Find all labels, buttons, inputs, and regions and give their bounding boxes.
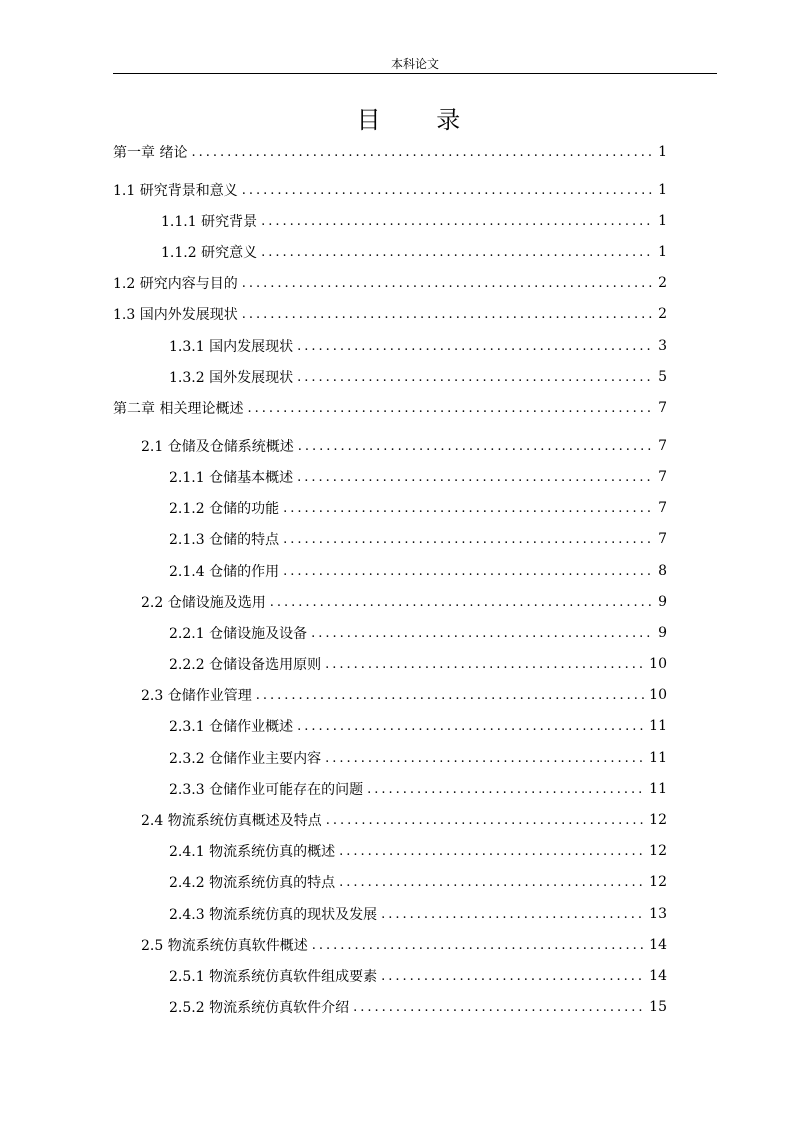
toc-leader-dots bbox=[191, 145, 653, 160]
toc-entry-page: 12 bbox=[649, 874, 667, 890]
toc-entry-label: 1.3 国内外发展现状 bbox=[113, 307, 238, 323]
toc-entry-page: 7 bbox=[658, 400, 667, 416]
toc-entry-page: 7 bbox=[658, 531, 667, 547]
toc-leader-dots bbox=[261, 245, 653, 260]
toc-entry-label: 2.5.2 物流系统仿真软件介绍 bbox=[169, 1000, 350, 1016]
toc-leader-dots bbox=[297, 370, 653, 385]
toc-entry-label: 2.2.1 仓储设施及设备 bbox=[169, 626, 308, 642]
toc-entry-page: 1 bbox=[658, 144, 667, 160]
toc-entry[interactable] bbox=[141, 588, 667, 616]
toc-leader-dots bbox=[339, 844, 645, 859]
toc-entry-page: 14 bbox=[649, 968, 667, 984]
toc-entry-page: 7 bbox=[658, 469, 667, 485]
toc-entry-label: 2.2.2 仓储设备选用原则 bbox=[169, 657, 322, 673]
toc-entry[interactable] bbox=[113, 176, 667, 204]
toc-entry-page: 2 bbox=[658, 275, 667, 291]
toc-entry-label: 2.1.2 仓储的功能 bbox=[169, 501, 280, 517]
toc-leader-dots bbox=[297, 470, 653, 485]
toc-entry-page: 7 bbox=[658, 500, 667, 516]
toc-entry[interactable] bbox=[169, 363, 667, 391]
toc-entry-label: 2.4.1 物流系统仿真的概述 bbox=[169, 844, 336, 860]
toc-entry-page: 2 bbox=[658, 306, 667, 322]
toc-entry-page: 9 bbox=[658, 625, 667, 641]
toc-entry[interactable] bbox=[113, 300, 667, 328]
toc-entry[interactable] bbox=[113, 394, 667, 422]
toc-entry[interactable] bbox=[169, 744, 667, 772]
toc-entry[interactable] bbox=[113, 269, 667, 297]
toc-leader-dots bbox=[242, 183, 653, 198]
toc-entry[interactable] bbox=[169, 332, 667, 360]
toc-entry[interactable] bbox=[169, 494, 667, 522]
toc-entry-page: 11 bbox=[649, 718, 667, 734]
toc-entry[interactable] bbox=[169, 837, 667, 865]
toc-entry-label: 2.4 物流系统仿真概述及特点 bbox=[141, 813, 322, 829]
toc-entry-label: 2.5 物流系统仿真软件概述 bbox=[141, 938, 308, 954]
toc-leader-dots bbox=[247, 401, 653, 416]
toc-entry-page: 12 bbox=[649, 843, 667, 859]
toc-entry-page: 11 bbox=[649, 750, 667, 766]
toc-entry-page: 1 bbox=[658, 213, 667, 229]
toc-entry[interactable] bbox=[141, 931, 667, 959]
toc-entry-page: 9 bbox=[658, 594, 667, 610]
toc-entry-label: 1.1.1 研究背景 bbox=[161, 214, 258, 230]
toc-entry-label: 2.3 仓储作业管理 bbox=[141, 688, 252, 704]
running-header: 本科论文 bbox=[390, 57, 439, 71]
toc-entry-page: 10 bbox=[649, 687, 667, 703]
toc-entry-page: 5 bbox=[658, 369, 667, 385]
toc-entry-label: 2.3.1 仓储作业概述 bbox=[169, 719, 294, 735]
toc-entry[interactable] bbox=[169, 962, 667, 990]
toc-leader-dots bbox=[339, 875, 645, 890]
toc-entry-label: 2.4.3 物流系统仿真的现状及发展 bbox=[169, 907, 378, 923]
toc-entry-page: 8 bbox=[658, 563, 667, 579]
toc-entry[interactable] bbox=[169, 993, 667, 1021]
toc-entry[interactable] bbox=[161, 207, 667, 235]
toc-entry-label: 2.1.3 仓储的特点 bbox=[169, 532, 280, 548]
toc-leader-dots bbox=[297, 339, 653, 354]
toc-leader-dots bbox=[283, 501, 653, 516]
toc-entry[interactable] bbox=[141, 806, 667, 834]
toc-entry[interactable] bbox=[169, 463, 667, 491]
toc-entry-label: 1.1 研究背景和意义 bbox=[113, 183, 238, 199]
toc-entry-page: 1 bbox=[658, 182, 667, 198]
toc-entry-label: 2.5.1 物流系统仿真软件组成要素 bbox=[169, 969, 378, 985]
toc-leader-dots bbox=[283, 532, 653, 547]
toc-entry-label: 第一章 绪论 bbox=[113, 145, 188, 161]
toc-leader-dots bbox=[298, 439, 653, 454]
toc-leader-dots bbox=[312, 938, 645, 953]
toc-entry-page: 13 bbox=[649, 906, 667, 922]
toc-entry-label: 2.1.1 仓储基本概述 bbox=[169, 470, 294, 486]
toc-leader-dots bbox=[283, 564, 653, 579]
toc-entry[interactable] bbox=[169, 650, 667, 678]
toc-leader-dots bbox=[381, 969, 645, 984]
toc-entry-label: 1.2 研究内容与目的 bbox=[113, 276, 238, 292]
toc-entry-label: 1.3.1 国内发展现状 bbox=[169, 339, 294, 355]
toc-entry-label: 2.3.3 仓储作业可能存在的问题 bbox=[169, 782, 364, 798]
toc-entry-page: 1 bbox=[658, 244, 667, 260]
toc-entry-label: 2.2 仓储设施及选用 bbox=[141, 595, 266, 611]
toc-entry[interactable] bbox=[169, 557, 667, 585]
toc-leader-dots bbox=[270, 595, 653, 610]
toc-entry[interactable] bbox=[169, 900, 667, 928]
toc-entry-label: 第二章 相关理论概述 bbox=[113, 401, 244, 417]
toc-entry-label: 1.1.2 研究意义 bbox=[161, 245, 258, 261]
toc-leader-dots bbox=[297, 719, 645, 734]
toc-entry-page: 11 bbox=[649, 781, 667, 797]
toc-entry-page: 7 bbox=[658, 438, 667, 454]
toc-entry[interactable] bbox=[169, 868, 667, 896]
toc-leader-dots bbox=[367, 782, 645, 797]
toc-entry[interactable] bbox=[161, 238, 667, 266]
toc-entry-page: 10 bbox=[649, 656, 667, 672]
toc-entry[interactable] bbox=[169, 525, 667, 553]
toc-leader-dots bbox=[242, 276, 653, 291]
toc-title: 目 录 bbox=[356, 106, 485, 134]
toc-leader-dots bbox=[261, 214, 653, 229]
toc-leader-dots bbox=[325, 657, 645, 672]
toc-entry-page: 3 bbox=[658, 338, 667, 354]
toc-entry-label: 2.1 仓储及仓储系统概述 bbox=[141, 439, 294, 455]
toc-entry[interactable] bbox=[169, 619, 667, 647]
toc-leader-dots bbox=[381, 907, 645, 922]
toc-leader-dots bbox=[353, 1000, 645, 1015]
toc-entry-label: 2.4.2 物流系统仿真的特点 bbox=[169, 875, 336, 891]
toc-entry[interactable] bbox=[169, 712, 667, 740]
toc-entry-label: 2.1.4 仓储的作用 bbox=[169, 564, 280, 580]
toc-entry[interactable] bbox=[141, 432, 667, 460]
toc-entry-page: 15 bbox=[649, 999, 667, 1015]
toc-leader-dots bbox=[242, 307, 653, 322]
toc-entry[interactable] bbox=[113, 138, 667, 166]
toc-leader-dots bbox=[326, 813, 645, 828]
toc-leader-dots bbox=[311, 626, 653, 641]
toc-leader-dots bbox=[325, 751, 645, 766]
toc-entry[interactable] bbox=[169, 775, 667, 803]
header-rule bbox=[113, 73, 717, 74]
toc-entry-page: 14 bbox=[649, 937, 667, 953]
toc-entry[interactable] bbox=[141, 681, 667, 709]
toc-entry-page: 12 bbox=[649, 812, 667, 828]
toc-entry-label: 1.3.2 国外发展现状 bbox=[169, 370, 294, 386]
toc-entry-label: 2.3.2 仓储作业主要内容 bbox=[169, 751, 322, 767]
toc-leader-dots bbox=[256, 688, 645, 703]
